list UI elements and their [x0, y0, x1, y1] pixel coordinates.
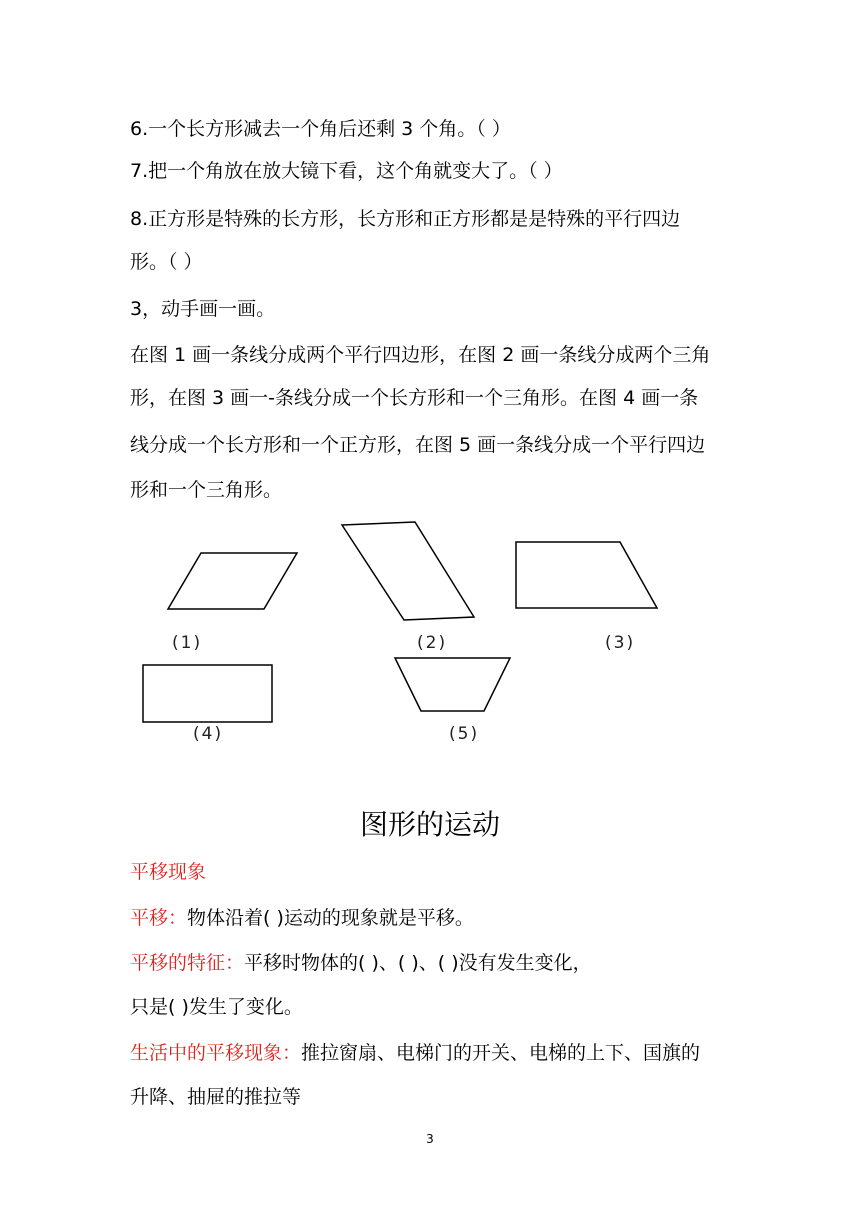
- figure-1-parallelogram: [168, 553, 297, 609]
- figure-4-rectangle: [143, 665, 272, 722]
- life-line-2: 升降、抽屉的推拉等: [130, 1086, 302, 1108]
- question-7: 7.把一个角放在放大镜下看，这个角就变大了。（ ）: [130, 160, 563, 182]
- life-term: 生活中的平移现象：: [130, 1042, 302, 1064]
- question-8-line1: 8.正方形是特殊的长方形，长方形和正方形都是是特殊的平行四边: [130, 208, 681, 230]
- life-line: [130, 1041, 700, 1065]
- instruction-line-1: 在图 1 画一条线分成两个平行四边形，在图 2 画一条线分成两个三角: [130, 344, 711, 366]
- figure-4-label: (4): [193, 724, 224, 744]
- life-text: 推拉窗扇、电梯门的开关、电梯的上下、国旗的: [301, 1042, 701, 1064]
- instruction-line-2: 形，在图 3 画一-条线分成一个长方形和一个三角形。在图 4 画一条: [130, 387, 699, 409]
- figure-3-right-trapezoid: [516, 542, 657, 608]
- feature-term: 平移的特征：: [130, 952, 245, 974]
- definition-term: 平移：: [130, 907, 188, 929]
- question-8-line2: 形。（ ）: [130, 251, 203, 273]
- figure-5-label: (5): [449, 724, 480, 744]
- chapter-title: 图形的运动: [359, 808, 500, 841]
- instruction-line-4: 形和一个三角形。: [130, 479, 283, 501]
- feature-text: 平移时物体的( )、( )、( )没有发生变化，: [244, 952, 592, 974]
- figure-1-label: (1): [172, 633, 203, 653]
- question-6: 6.一个长方形减去一个角后还剩 3 个角。（ ）: [130, 118, 511, 140]
- figure-2-label: (2): [417, 633, 448, 653]
- figure-2-parallelogram: [342, 522, 474, 620]
- feature-line-2: 只是( )发生了变化。: [130, 996, 303, 1018]
- definition-line: [130, 906, 474, 930]
- feature-line: [130, 951, 592, 975]
- instruction-line-3: 线分成一个长方形和一个正方形，在图 5 画一条线分成一个平行四边: [130, 434, 706, 456]
- figure-5-trapezoid: [395, 658, 510, 711]
- page-number: 3: [426, 1132, 434, 1146]
- definition-text: 物体沿着( )运动的现象就是平移。: [187, 907, 474, 929]
- figure-3-label: (3): [605, 633, 636, 653]
- subheading-translation: 平移现象: [130, 861, 207, 883]
- section-3-heading: 3，动手画一画。: [130, 298, 276, 320]
